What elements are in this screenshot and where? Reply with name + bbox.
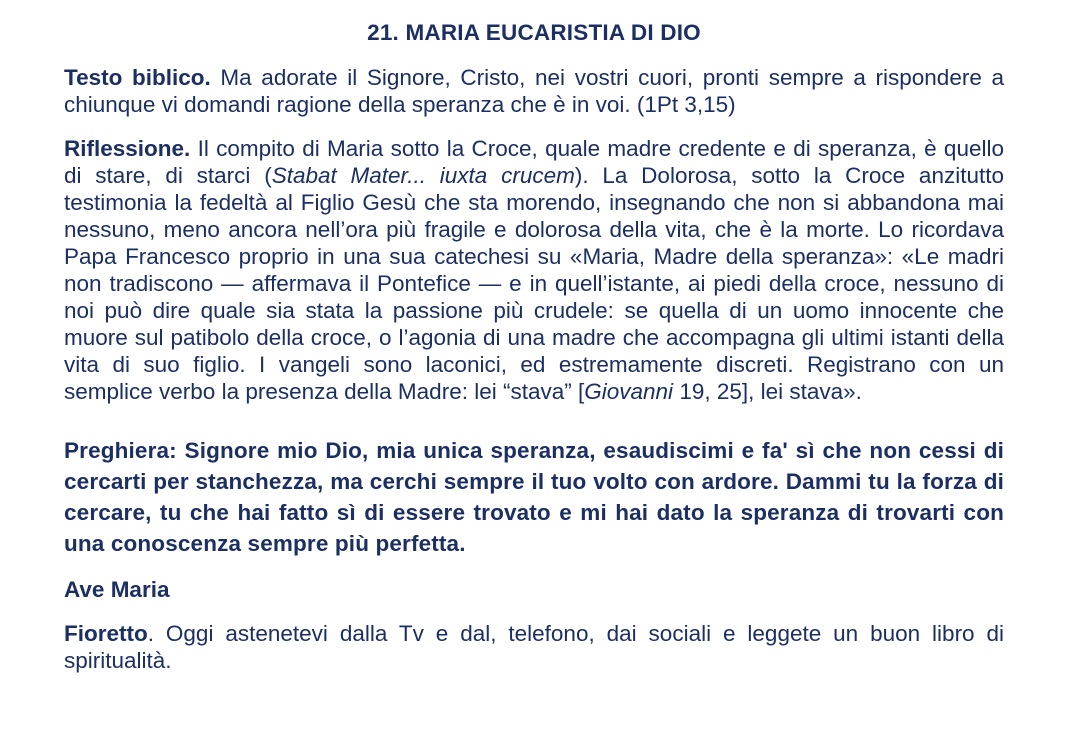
riflessione-italic-giovanni: Giovanni <box>584 379 674 404</box>
riflessione-label: Riflessione. <box>64 136 191 161</box>
riflessione-italic-latin: Stabat Mater... iuxta crucem <box>271 163 575 188</box>
riflessione-text-2: ). La Dolorosa, sotto la Croce anzitutto testimonia la fedeltà al Figlio Gesù che sta morendo, insegnando che non si abbandona mai nessuno, meno ancora nell’ora più fragile e dolorosa della vita, che è la morte. Lo ricordava Papa Francesco proprio in una sua catechesi su «Maria, Madre della speranza»: «Le madri non tradiscono — affermava il Pontefice — e in quell’istante, ai piedi della croce, nessuno di noi può dire quale sia stata la passione più crudele: se quella di un uomo innocente che muore sul patibolo della croce, o l’agonia di una madre che accompagna gli ultimi istanti della vita di suo figlio. I vangeli sono laconici, ed estremamente discreti. Registrano con un semplice verbo la presenza della Madre: lei “stava” [ <box>64 163 1004 404</box>
riflessione-paragraph <box>64 135 1004 405</box>
fioretto-paragraph <box>64 620 1004 674</box>
fioretto-label: Fioretto <box>64 621 148 646</box>
preghiera-paragraph: Preghiera: Signore mio Dio, mia unica speranza, esaudiscimi e fa' sì che non cessi di cercarti per stanchezza, ma cerchi sempre il tuo volto con ardore. Dammi tu la forza di cercare, tu che hai fatto sì di essere trovato e mi hai dato la speranza di trovarti con una conoscenza sempre più perfetta. <box>64 438 1004 556</box>
ave-maria: Ave Maria <box>64 577 170 602</box>
riflessione-text-1: Il compito di Maria sotto la Croce, quale madre credente e di speranza, è quello di stare, di starci ( <box>64 136 1004 188</box>
riflessione-text-3: 19, 25], lei stava». <box>673 379 862 404</box>
page-title: 21. MARIA EUCARISTIA DI DIO <box>367 20 701 45</box>
testo-biblico-paragraph <box>64 64 1004 118</box>
testo-biblico-label: Testo biblico. <box>64 65 211 90</box>
fioretto-text: . Oggi astenetevi dalla Tv e dal, telefono, dai sociali e leggete un buon libro di spiritualità. <box>64 621 1004 673</box>
testo-biblico-text: Ma adorate il Signore, Cristo, nei vostri cuori, pronti sempre a rispondere a chiunque vi domandi ragione della speranza che è in voi. (1Pt 3,15) <box>64 65 1005 117</box>
